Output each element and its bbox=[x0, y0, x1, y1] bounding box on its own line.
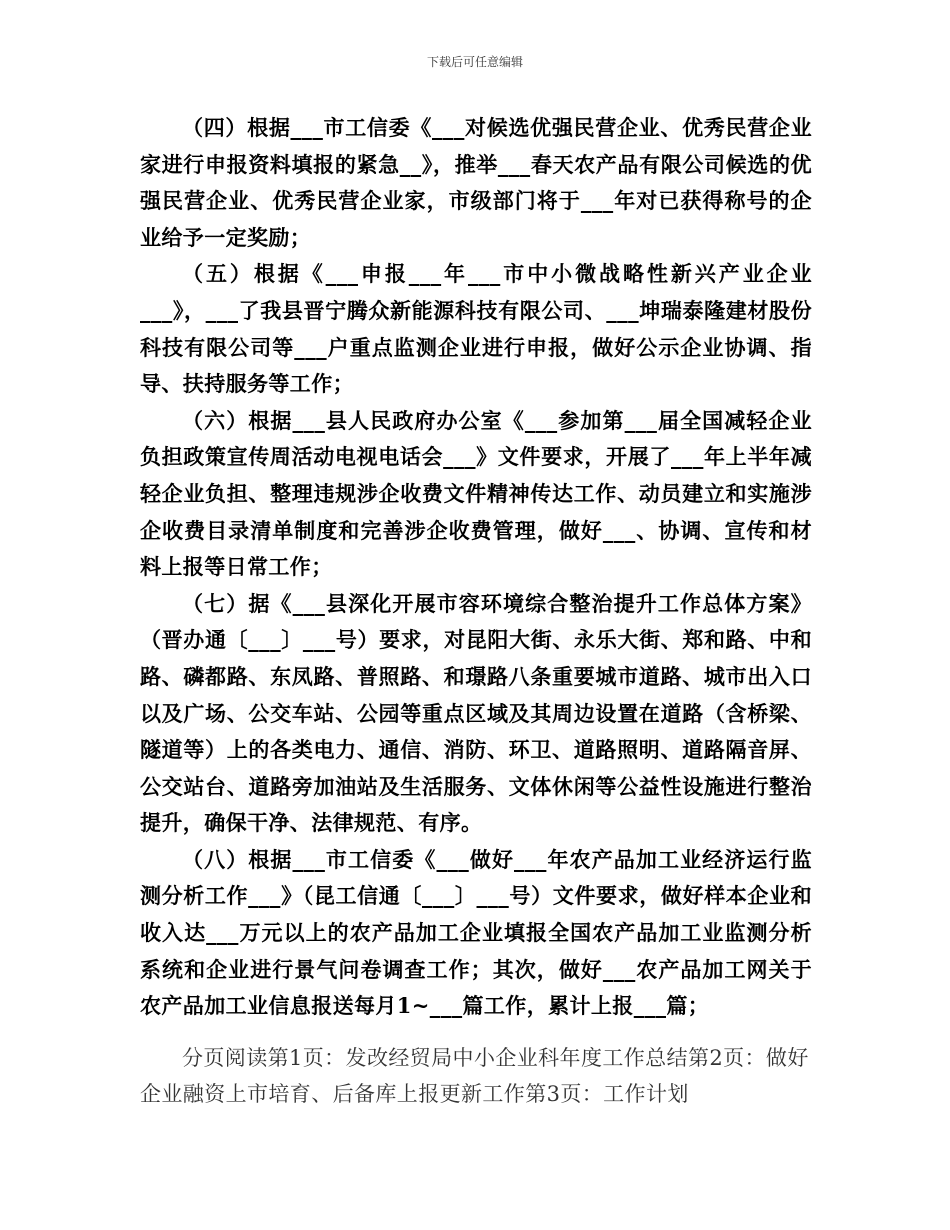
paragraph-5: （五）根据《___申报___年___市中小微战略性新兴产业企业___》，___了我县晋宁腾众新能源科技有限公司、___坤瑞泰隆建材股份科技有限公司等___户重点监测企业进行申报，做好公示企业协调、指导、扶持服务等工作； bbox=[140, 261, 812, 397]
paragraph-6: （六）根据___县人民政府办公室《___参加第___届全国减轻企业负担政策宣传周活动电视电话会___》文件要求，开展了___年上半年减轻企业负担、整理违规涉企收费文件精神传达工作、动员建立和实施涉企收费目录清单制度和完善涉企收费管理，做好___、协调、宣传和材料上报等日常工作； bbox=[140, 407, 812, 580]
page-header: 下载后可任意编辑 bbox=[426, 55, 523, 69]
page-navigation-text: 分页阅读第1页：发改经贸局中小企业科年度工作总结第2页：做好企业融资上市培育、后备库上报更新工作第3页：工作计划 bbox=[140, 1046, 809, 1106]
paragraph-7: （七）据《___县深化开展市容环境综合整治提升工作总体方案》（晋办通〔___〕___号）要求，对昆阳大街、永乐大街、郑和路、中和路、磷都路、东凤路、普照路、和璟路八条重要城市道路、城市出入口以及广场、公交车站、公园等重点区域及其周边设置在道路（含桥梁、隧道等）上的各类电力、通信、消防、环卫、道路照明、道路隔音屏、公交站台、道路旁加油站及生活服务、文体休闲等公益性设施进行整治提升，确保干净、法律规范、有序。 bbox=[140, 590, 812, 836]
page-navigation bbox=[140, 1040, 812, 1112]
paragraph-4: （四）根据___市工信委《___对候选优强民营企业、优秀民营企业家进行申报资料填报的紧急__》，推举___春天农产品有限公司候选的优强民营企业、优秀民营企业家，市级部门将于___年对已获得称号的企业给予一定奖励； bbox=[140, 115, 812, 250]
document-body bbox=[140, 110, 812, 1025]
paragraph-8: （八）根据___市工信委《___做好___年农产品加工业经济运行监测分析工作___》（昆工信通〔___〕___号）文件要求，做好样本企业和收入达___万元以上的农产品加工企业填报全国农产品加工业监测分析系统和企业进行景气问卷调查工作；其次，做好___农产品加工网关于农产品加工业信息报送每月1~___篇工作，累计上报___篇； bbox=[140, 846, 812, 1019]
